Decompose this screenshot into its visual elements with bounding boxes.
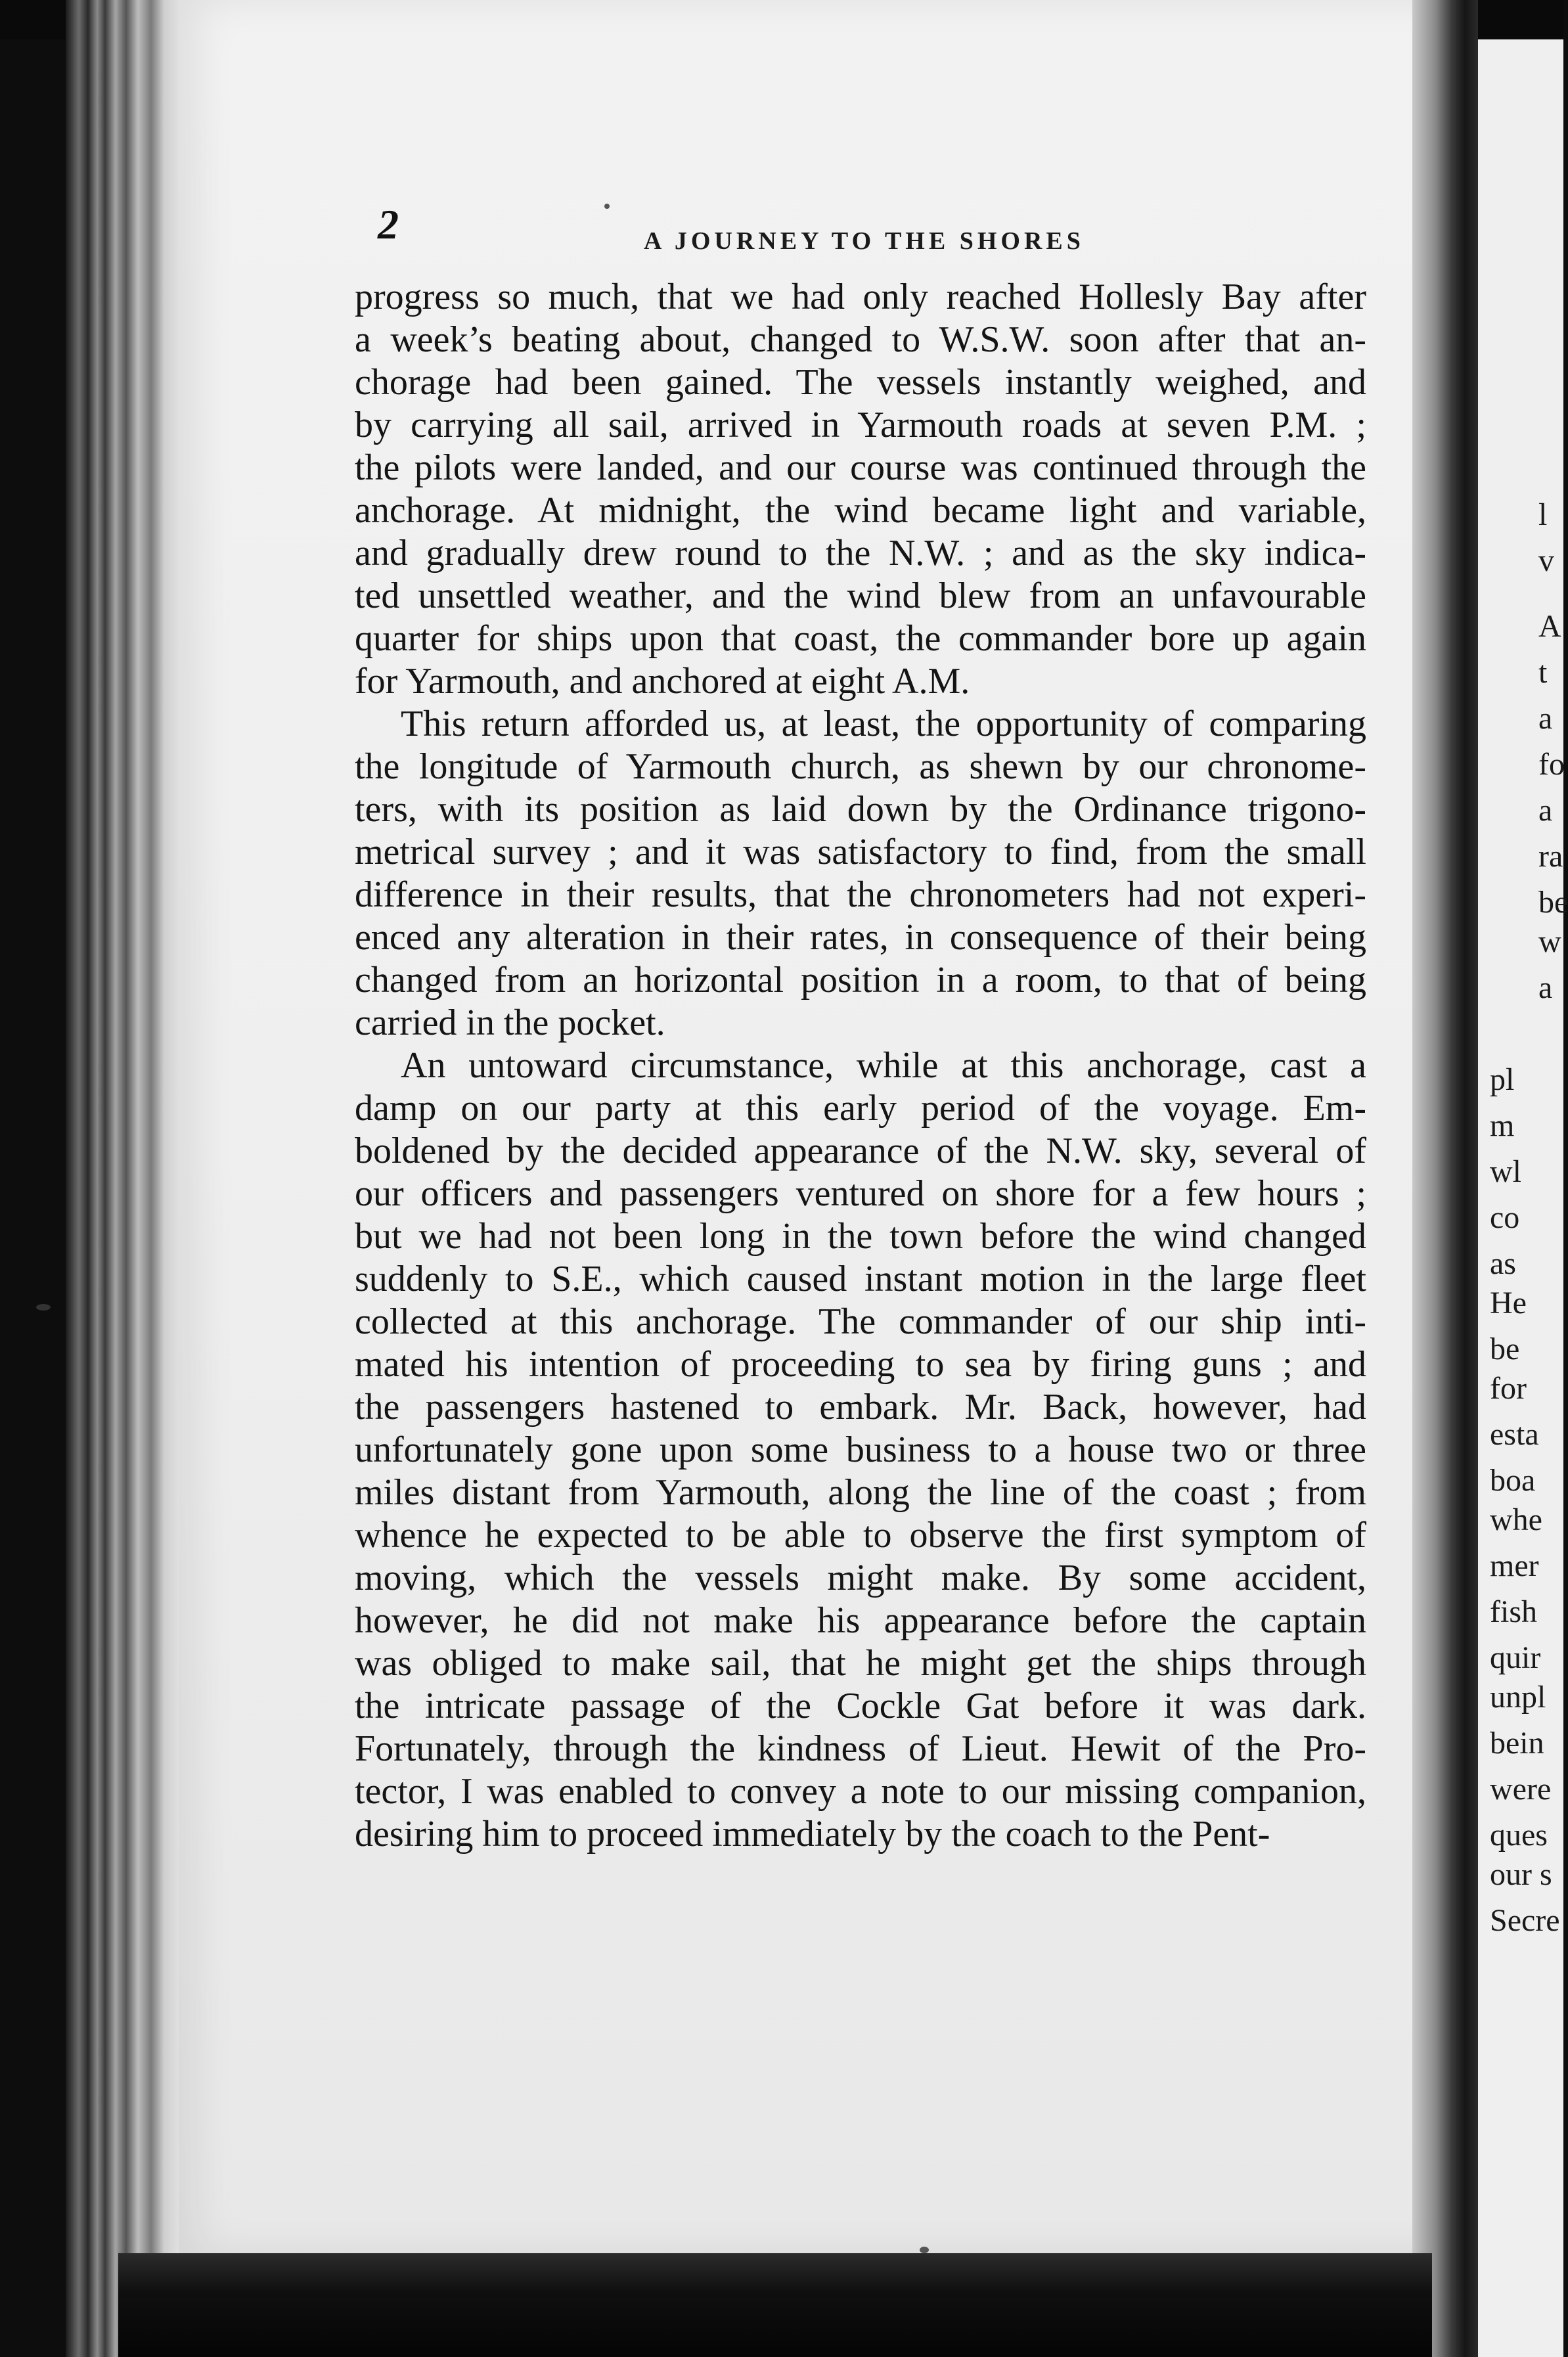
- running-head-title: A JOURNEY TO THE SHORES: [644, 227, 1085, 255]
- adjacent-page-fragment: mer: [1490, 1548, 1539, 1583]
- ink-speck: [920, 2247, 929, 2253]
- adjacent-page-fragment: l: [1538, 497, 1548, 532]
- text-line: boldened by the decided appearance of the N.W. sky, several of: [355, 1131, 1366, 1171]
- adjacent-page-fragment: a: [1538, 701, 1553, 736]
- text-line: mated his intention of proceeding to sea by firing guns ; and: [355, 1344, 1366, 1385]
- text-line: for Yarmouth, and anchored at eight A.M.: [355, 661, 970, 702]
- running-header: [378, 200, 1133, 259]
- book-page-edges: [66, 0, 190, 2357]
- text-line: our officers and passengers ventured on shore for a few hours ;: [355, 1173, 1366, 1214]
- adjacent-page-fragment: w: [1538, 924, 1561, 959]
- adjacent-page-fragment: were: [1490, 1772, 1552, 1807]
- adjacent-page-fragment: bein: [1490, 1726, 1544, 1761]
- text-line: This return afforded us, at least, the opportunity of comparing: [401, 704, 1366, 744]
- text-line: carried in the pocket.: [355, 1002, 665, 1043]
- adjacent-page-fragment: whe: [1490, 1502, 1542, 1537]
- adjacent-page-fragment: our s: [1490, 1857, 1552, 1892]
- adjacent-page-fragment: a: [1538, 970, 1553, 1005]
- adjacent-page-fragment: ra: [1538, 839, 1563, 874]
- text-line: by carrying all sail, arrived in Yarmouth roads at seven P.M. ;: [355, 405, 1366, 445]
- adjacent-page-fragment: co: [1490, 1200, 1520, 1235]
- adjacent-page-fragment: wl: [1490, 1154, 1521, 1189]
- text-line: collected at this anchorage. The commander of our ship inti-: [355, 1301, 1366, 1342]
- text-line: chorage had been gained. The vessels instantly weighed, and: [355, 362, 1366, 403]
- scan-bottom-border: [118, 2253, 1432, 2357]
- adjacent-page: [1478, 39, 1568, 2357]
- text-line: a week’s beating about, changed to W.S.W. soon after that an-: [355, 319, 1366, 360]
- adjacent-page-fragment: for: [1490, 1371, 1527, 1406]
- text-line: the pilots were landed, and our course was continued through the: [355, 447, 1366, 488]
- paragraph: [355, 276, 1366, 703]
- adjacent-page-fragment: esta: [1490, 1417, 1539, 1452]
- ink-speck: [604, 204, 610, 209]
- adjacent-page-fragment: fish: [1490, 1594, 1537, 1629]
- text-line: but we had not been long in the town before the wind changed: [355, 1216, 1366, 1257]
- text-line: tector, I was enabled to convey a note to our missing companion,: [355, 1771, 1366, 1812]
- text-line: ted unsettled weather, and the wind blew from an unfavourable: [355, 575, 1366, 616]
- text-line: quarter for ships upon that coast, the commander bore up again: [355, 618, 1366, 659]
- text-line: anchorage. At midnight, the wind became light and variable,: [355, 490, 1366, 531]
- text-line: miles distant from Yarmouth, along the line of the coast ; from: [355, 1472, 1366, 1513]
- book-gutter: [1412, 0, 1478, 2357]
- text-line: was obliged to make sail, that he might get the ships through: [355, 1643, 1366, 1684]
- adjacent-page-fragment: pl: [1490, 1062, 1515, 1097]
- adjacent-page-fragment: quir: [1490, 1640, 1541, 1675]
- text-line: however, he did not make his appearance before the captain: [355, 1600, 1366, 1641]
- text-line: moving, which the vessels might make. By some accident,: [355, 1558, 1366, 1598]
- text-line: the longitude of Yarmouth church, as shewn by our chronome-: [355, 746, 1366, 787]
- adjacent-page-fragment: m: [1490, 1108, 1515, 1143]
- text-line: metrical survey ; and it was satisfactory to find, from the small: [355, 832, 1366, 872]
- adjacent-page-fragment: boa: [1490, 1463, 1536, 1498]
- adjacent-page-fragment: a: [1538, 793, 1553, 828]
- adjacent-page-fragment: v: [1538, 543, 1554, 578]
- page-number: 2: [378, 201, 399, 248]
- text-line: desiring him to proceed immediately by the coach to the Pent-: [355, 1814, 1270, 1854]
- text-line: unfortunately gone upon some business to a house two or three: [355, 1429, 1366, 1470]
- adjacent-page-fragment: as: [1490, 1246, 1516, 1281]
- adjacent-page-fragment: Secre: [1490, 1903, 1560, 1938]
- adjacent-page-fragment: t: [1538, 655, 1548, 690]
- body-text: [355, 276, 1366, 1856]
- adjacent-page-fragment: ques: [1490, 1818, 1548, 1852]
- text-line: Fortunately, through the kindness of Lieut. Hewit of the Pro-: [355, 1728, 1366, 1769]
- paragraph: [355, 1044, 1366, 1856]
- adjacent-page-fragment: unpl: [1490, 1680, 1546, 1715]
- text-line: whence he expected to be able to observe the first symptom of: [355, 1515, 1366, 1556]
- text-line: the intricate passage of the Cockle Gat before it was dark.: [355, 1686, 1366, 1726]
- adjacent-page-fragment: be: [1538, 885, 1568, 920]
- text-line: enced any alteration in their rates, in consequence of their being: [355, 917, 1366, 958]
- adjacent-page-fragment: He: [1490, 1286, 1527, 1320]
- text-line: changed from an horizontal position in a room, to that of being: [355, 960, 1366, 1000]
- text-line: An untoward circumstance, while at this anchorage, cast a: [401, 1045, 1366, 1086]
- text-line: and gradually drew round to the N.W. ; and as the sky indica-: [355, 533, 1366, 573]
- adjacent-page-fragment: fo: [1538, 747, 1565, 782]
- text-line: difference in their results, that the chronometers had not experi-: [355, 874, 1366, 915]
- text-line: damp on our party at this early period of the voyage. Em-: [355, 1088, 1366, 1129]
- text-line: progress so much, that we had only reached Hollesly Bay after: [355, 277, 1366, 317]
- adjacent-page-fragment: be: [1490, 1332, 1520, 1366]
- text-line: suddenly to S.E., which caused instant motion in the large fleet: [355, 1259, 1366, 1299]
- paragraph: [355, 703, 1366, 1044]
- ink-speck: [36, 1304, 51, 1311]
- text-line: the passengers hastened to embark. Mr. Back, however, had: [355, 1387, 1366, 1427]
- adjacent-page-fragment: A: [1538, 609, 1561, 644]
- text-line: ters, with its position as laid down by the Ordinance trigono-: [355, 789, 1366, 830]
